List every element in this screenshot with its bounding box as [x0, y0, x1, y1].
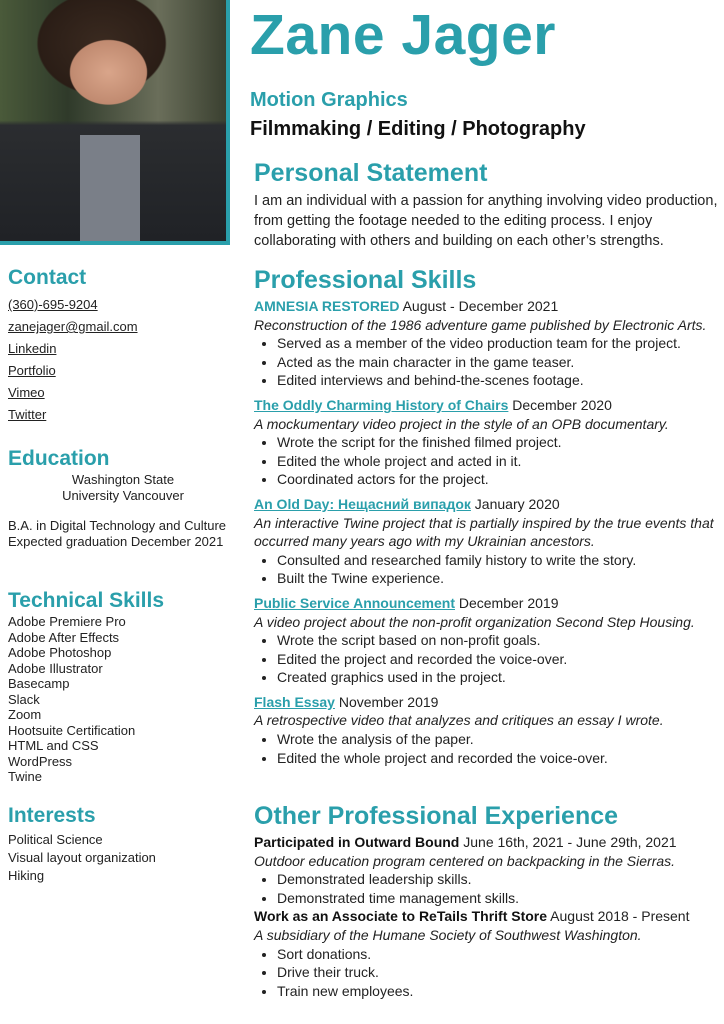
section-heading: Interests — [8, 804, 96, 827]
phone-link[interactable]: (360)-695-9204 — [8, 297, 98, 312]
statement-text: I am an individual with a passion for anything involving video production, from getting the footage needed to the editing process. I enjoy collaborating with others and building on each other’s strengths. — [254, 193, 718, 249]
bullet-item: • Demonstrated time management skills. — [277, 889, 720, 908]
entry-description: A video project about the non-profit organization Second Step Housing. — [254, 613, 695, 630]
portfolio-link[interactable]: Portfolio — [8, 363, 56, 378]
other-experience-section — [254, 801, 720, 1000]
technical-skills-section — [8, 588, 240, 785]
section-heading: Contact — [8, 266, 87, 289]
section-heading: Other Professional Experience — [254, 802, 619, 830]
bullet-item: • Demonstrated leadership skills. — [277, 870, 720, 889]
entry-header — [254, 396, 720, 415]
school: Washington State University Vancouver — [62, 472, 184, 503]
entry-date: June 16th, 2021 - June 29th, 2021 — [459, 834, 677, 850]
skill-item: Slack — [8, 691, 40, 707]
bullet-item: • Sort donations. — [277, 945, 720, 964]
entry-header — [254, 833, 720, 852]
interest-item: Political Science — [8, 832, 103, 847]
entry-description: Outdoor education program centered on backpacking in the Sierras. — [254, 852, 676, 869]
project-title-link[interactable]: An Old Day: Нещасний випадок — [254, 495, 471, 512]
interests-section — [8, 803, 240, 885]
entry-description: A mockumentary video project in the style of an OPB documentary. — [254, 415, 669, 432]
interest-item: Hiking — [8, 868, 45, 883]
graduation: Expected graduation December 2021 — [8, 534, 224, 549]
job-subtitle: Filmmaking / Editing / Photography — [250, 118, 586, 140]
bullet-item: • Acted as the main character in the game teaser. — [277, 353, 720, 372]
bullet-item: • Built the Twine experience. — [277, 569, 720, 588]
skill-item: WordPress — [8, 753, 73, 769]
project-title-link[interactable]: The Oddly Charming History of Chairs — [254, 396, 509, 413]
project-entry — [254, 297, 720, 390]
skill-item: Hootsuite Certification — [8, 722, 136, 738]
linkedin-link[interactable]: Linkedin — [8, 341, 57, 356]
project-entry — [254, 907, 720, 1000]
entry-date: December 2020 — [508, 396, 612, 413]
project-entry — [254, 495, 720, 588]
interest-item: Visual layout organization — [8, 850, 156, 865]
profile-photo — [0, 0, 230, 245]
entry-header — [254, 693, 720, 712]
section-heading: Personal Statement — [254, 159, 488, 187]
entry-description: An interactive Twine project that is partially inspired by the true events that occurred many years ago with my Ukrainian ancestors. — [254, 514, 714, 550]
entry-date: August - December 2021 — [399, 298, 559, 314]
entry-date: November 2019 — [334, 693, 439, 710]
project-title-link: AMNESIA RESTORED — [254, 298, 400, 314]
education-section — [8, 446, 240, 550]
bullet-item: • Coordinated actors for the project. — [277, 470, 720, 489]
experience-title: Participated in Outward Bound — [254, 834, 460, 850]
bullet-list — [277, 334, 720, 390]
project-entry — [254, 594, 720, 687]
contact-section — [8, 265, 240, 426]
personal-statement-section — [254, 158, 720, 251]
project-entry — [254, 833, 720, 907]
bullet-list — [277, 433, 720, 489]
bullet-item: • Wrote the script based on non-profit goals. — [277, 631, 720, 650]
bullet-item: • Wrote the script for the finished filmed project. — [277, 433, 720, 452]
bullet-item: • Edited the whole project and acted in it. — [277, 452, 720, 471]
entry-date: December 2019 — [454, 594, 559, 611]
email-link[interactable]: zanejager@gmail.com — [8, 319, 138, 334]
twitter-link[interactable]: Twitter — [8, 407, 47, 422]
entry-date: January 2020 — [470, 495, 560, 512]
section-heading: Professional Skills — [254, 266, 477, 294]
experience-title: Work as an Associate to ReTails Thrift Store — [254, 908, 548, 925]
skill-item: Twine — [8, 769, 42, 784]
bullet-list — [277, 945, 720, 1001]
skill-item: Zoom — [8, 707, 42, 722]
bullet-item: • Consulted and researched family history to write the story. — [277, 551, 720, 570]
skill-item: Adobe Premiere Pro — [8, 614, 126, 629]
skill-item: Basecamp — [8, 676, 70, 691]
name-heading: Zane Jager — [250, 3, 556, 67]
entry-header — [254, 594, 720, 613]
bullet-item: • Created graphics used in the project. — [277, 668, 720, 687]
bullet-item: • Edited the whole project and recorded the voice-over. — [277, 749, 720, 768]
section-heading: Technical Skills — [8, 589, 165, 612]
section-heading: Education — [8, 447, 110, 470]
bullet-item: • Edited the project and recorded the voice-over. — [277, 650, 720, 669]
project-entry — [254, 693, 720, 767]
entry-header — [254, 907, 720, 926]
vimeo-link[interactable]: Vimeo — [8, 385, 45, 400]
bullet-item: • Served as a member of the video production team for the project. — [277, 334, 720, 353]
project-title-link[interactable]: Public Service Announcement — [254, 594, 455, 611]
entry-header — [254, 297, 720, 316]
bullet-item: • Drive their truck. — [277, 963, 720, 982]
entry-description: Reconstruction of the 1986 adventure game published by Electronic Arts. — [254, 316, 707, 333]
entry-description: A subsidiary of the Humane Society of Southwest Washington. — [254, 926, 642, 943]
skill-item: Adobe After Effects — [8, 629, 120, 645]
bullet-item: • Edited interviews and behind-the-scenes footage. — [277, 371, 720, 390]
job-title: Motion Graphics — [250, 89, 408, 111]
project-entry — [254, 396, 720, 489]
entry-header — [254, 495, 720, 514]
entry-description: A retrospective video that analyzes and critiques an essay I wrote. — [254, 712, 664, 729]
skill-item: Adobe Photoshop — [8, 645, 112, 660]
professional-skills-section — [254, 265, 720, 767]
bullet-list — [277, 551, 720, 588]
entry-date: August 2018 - Present — [547, 908, 690, 925]
bullet-list — [277, 631, 720, 687]
skill-item: Adobe Illustrator — [8, 660, 103, 676]
project-title-link[interactable]: Flash Essay — [254, 693, 335, 710]
skill-item: HTML and CSS — [8, 738, 99, 753]
bullet-list — [277, 870, 720, 907]
bullet-item: • Train new employees. — [277, 982, 720, 1001]
degree: B.A. in Digital Technology and Culture — [8, 518, 226, 533]
bullet-item: • Wrote the analysis of the paper. — [277, 730, 720, 749]
bullet-list — [277, 730, 720, 767]
